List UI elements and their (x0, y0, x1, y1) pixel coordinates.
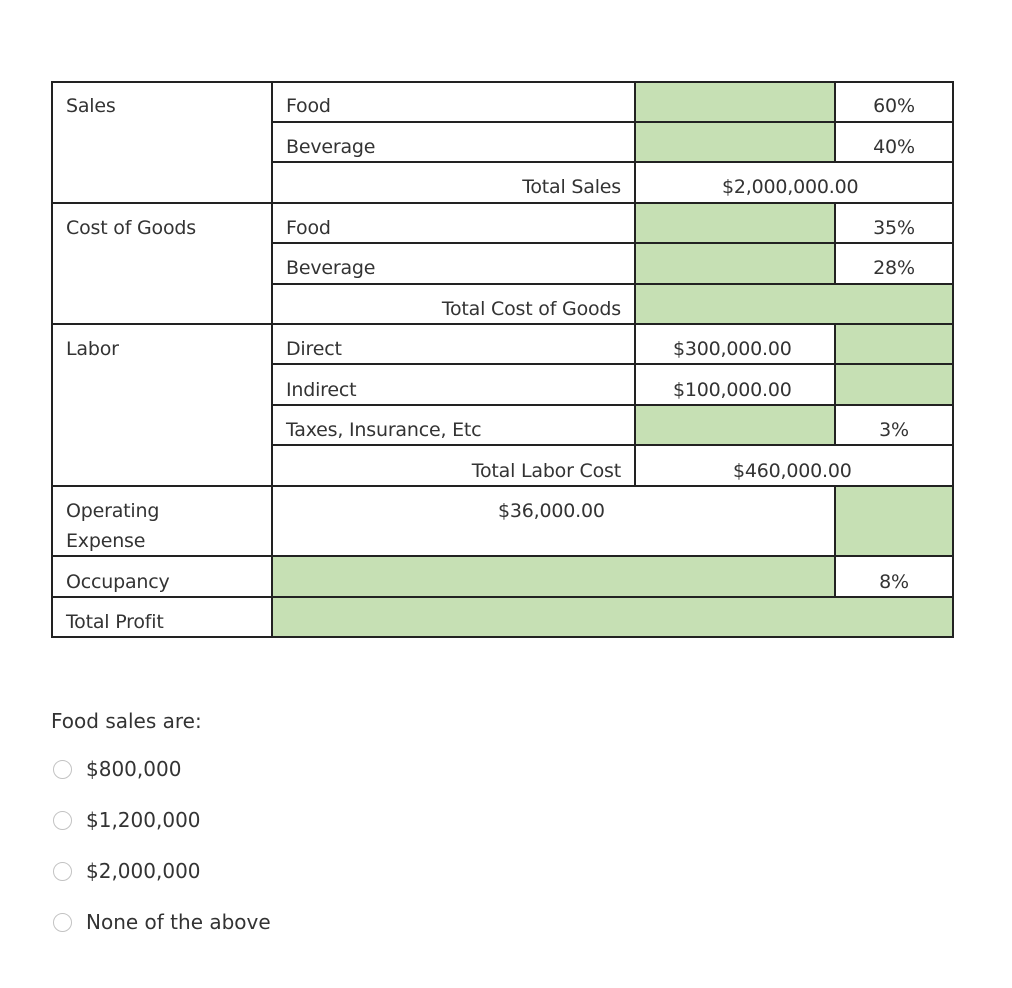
section-divider (51, 202, 954, 204)
sales-food-label: Food (286, 95, 331, 117)
option-label: $1,200,000 (86, 808, 201, 832)
occupancy-label: Occupancy (66, 571, 170, 593)
table-left-border (51, 81, 53, 638)
total-cogs-label: Total Cost of Goods (441, 298, 621, 320)
row-divider (271, 363, 954, 365)
answer-option[interactable] (53, 908, 271, 936)
labor-taxes-pct: 3% (879, 419, 909, 441)
total-profit-label: Total Profit (66, 611, 164, 633)
labor-indirect-label: Indirect (286, 379, 357, 401)
operating-expense-label: Operating Expense (66, 500, 160, 552)
operating-expense-pct-cell (835, 487, 953, 555)
answer-option[interactable] (53, 755, 181, 783)
option-label: None of the above (86, 910, 271, 934)
answer-option[interactable] (53, 806, 201, 834)
row-divider (271, 404, 954, 406)
row-divider (271, 242, 954, 244)
total-sales-value: $2,000,000.00 (722, 176, 859, 198)
sales-beverage-pct: 40% (873, 136, 915, 158)
cogs-beverage-label: Beverage (286, 257, 376, 279)
option-label: $800,000 (86, 757, 182, 781)
labor-taxes-amount-cell (635, 406, 835, 444)
cogs-beverage-amount-cell (635, 244, 835, 283)
total-profit-cell (272, 598, 953, 636)
section-divider (51, 555, 954, 557)
sales-beverage-amount-cell (635, 122, 835, 161)
occupancy-pct: 8% (879, 571, 909, 593)
labor-section-label: Labor (66, 338, 119, 360)
labor-direct-label: Direct (286, 338, 342, 360)
cogs-food-label: Food (286, 217, 331, 239)
section-divider (51, 323, 954, 325)
question-prompt: Food sales are: (51, 709, 202, 733)
labor-direct-value: $300,000.00 (673, 338, 792, 360)
total-labor-value: $460,000.00 (733, 460, 852, 482)
radio-button[interactable] (53, 862, 72, 881)
option-label: $2,000,000 (86, 859, 201, 883)
row-divider (271, 444, 954, 446)
row-divider (271, 283, 954, 285)
table-bottom-border (51, 636, 954, 638)
total-labor-label: Total Labor Cost (471, 460, 621, 482)
sales-food-amount-cell (635, 82, 835, 121)
column-divider (634, 81, 636, 486)
labor-indirect-value: $100,000.00 (673, 379, 792, 401)
section-divider (51, 485, 954, 487)
sales-section-label: Sales (66, 95, 116, 117)
operating-expense-value: $36,000.00 (498, 500, 605, 522)
sales-beverage-label: Beverage (286, 136, 376, 158)
total-sales-label: Total Sales (522, 176, 621, 198)
answer-option[interactable] (53, 857, 201, 885)
sales-food-pct: 60% (873, 95, 915, 117)
labor-taxes-label: Taxes, Insurance, Etc (286, 419, 482, 441)
table-top-border (51, 81, 954, 83)
table-right-border (952, 81, 954, 638)
cogs-food-pct: 35% (873, 217, 915, 239)
cogs-beverage-pct: 28% (873, 257, 915, 279)
row-divider (271, 121, 954, 123)
labor-indirect-pct-cell (835, 365, 953, 404)
cogs-total-cell (635, 284, 953, 323)
radio-button[interactable] (53, 811, 72, 830)
label-column-divider (271, 81, 273, 638)
cogs-food-amount-cell (635, 204, 835, 242)
section-divider (51, 596, 954, 598)
radio-button[interactable] (53, 913, 72, 932)
row-divider (271, 161, 954, 163)
cogs-section-label: Cost of Goods (66, 217, 196, 239)
radio-button[interactable] (53, 760, 72, 779)
labor-direct-pct-cell (835, 325, 953, 363)
occupancy-amount-cell (272, 557, 835, 596)
